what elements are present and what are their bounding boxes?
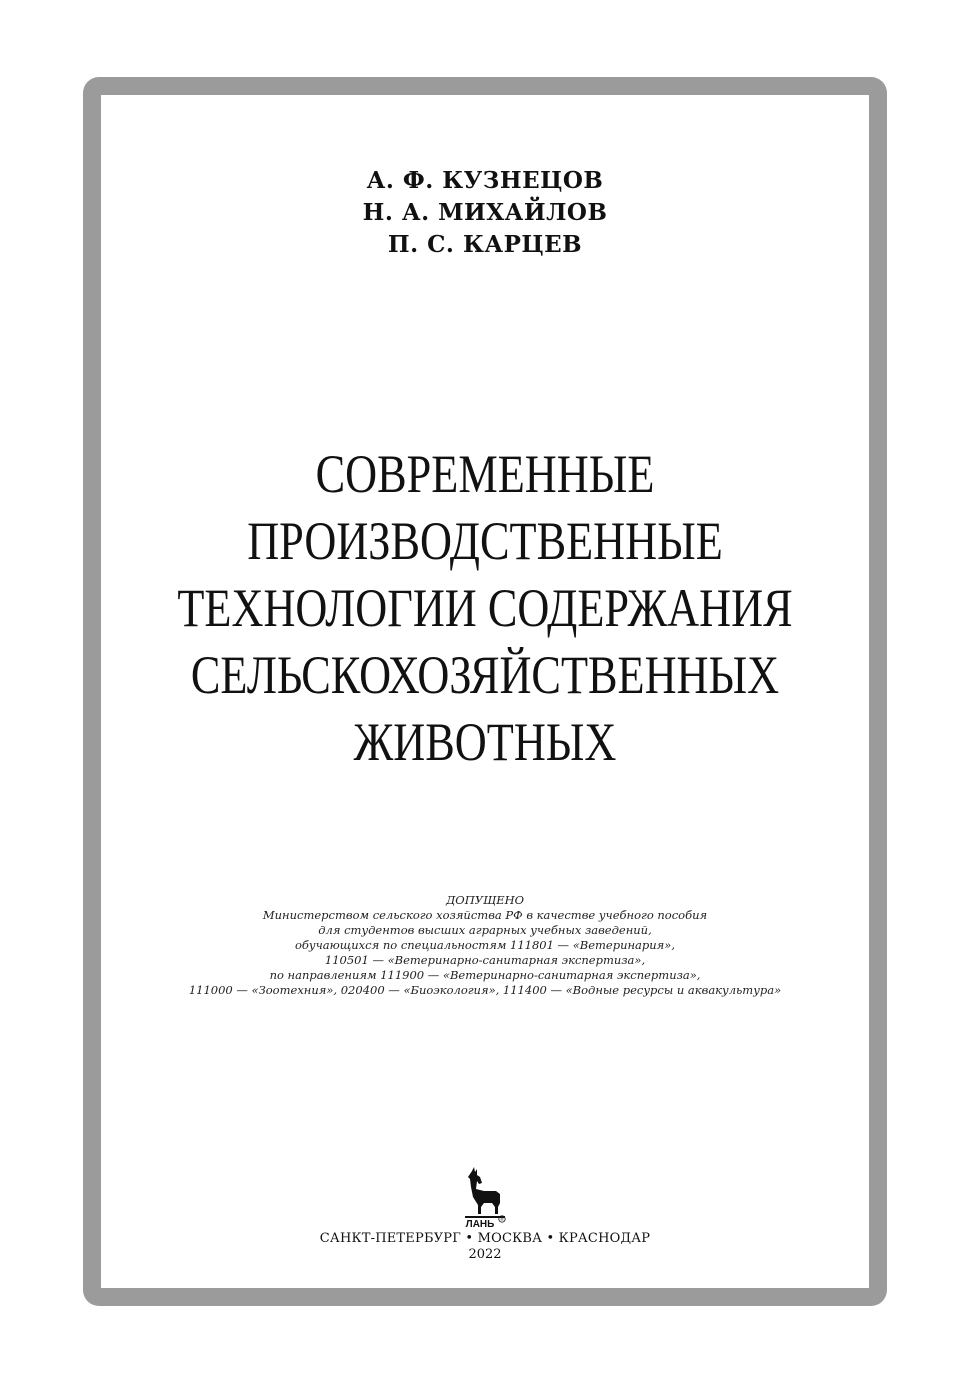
approval-line: 110501 — «Ветеринарно-санитарная экспертиза», xyxy=(324,953,646,967)
author-name: П. С. КАРЦЕВ xyxy=(387,231,583,258)
approval-line: Министерством сельского хозяйства РФ в качестве учебного пособия xyxy=(262,908,708,922)
book-title-line: ЖИВОТНЫХ xyxy=(353,712,617,772)
publisher-cities: САНКТ-ПЕТЕРБУРГ • МОСКВА • КРАСНОДАР xyxy=(319,1231,651,1246)
approval-line: для студентов высших аграрных учебных заведений, xyxy=(318,923,652,937)
book-title-line: ПРОИЗВОДСТВЕННЫЕ xyxy=(247,511,723,571)
title-page-frame xyxy=(83,77,887,1306)
book-title-line: СОВРЕМЕННЫЕ xyxy=(315,444,655,504)
author-name: Н. А. МИХАЙЛОВ xyxy=(362,199,608,226)
publication-year: 2022 xyxy=(468,1247,502,1262)
authors-block xyxy=(101,165,869,261)
book-title xyxy=(101,441,869,776)
book-title-line: СЕЛЬСКОХОЗЯЙСТВЕННЫХ xyxy=(190,645,780,705)
publisher-deer-logo-icon xyxy=(462,1167,508,1229)
approval-stamp-text xyxy=(101,893,869,998)
approval-line: обучающихся по специальностям 111801 — «Ветеринария», xyxy=(294,938,675,952)
book-title-line: ТЕХНОЛОГИИ СОДЕРЖАНИЯ xyxy=(177,578,793,638)
logo-text: ЛАНЬ xyxy=(465,1219,495,1229)
logo-registered-mark: ® xyxy=(500,1217,504,1223)
approval-line: 111000 — «Зоотехния», 020400 — «Биоэкология», 111400 — «Водные ресурсы и аквакультура» xyxy=(188,983,782,997)
approval-heading: ДОПУЩЕНО xyxy=(445,893,525,907)
publisher-block xyxy=(101,1167,869,1263)
approval-line: по направлениям 111900 — «Ветеринарно-санитарная экспертиза», xyxy=(269,968,701,982)
author-name: А. Ф. КУЗНЕЦОВ xyxy=(366,167,604,194)
